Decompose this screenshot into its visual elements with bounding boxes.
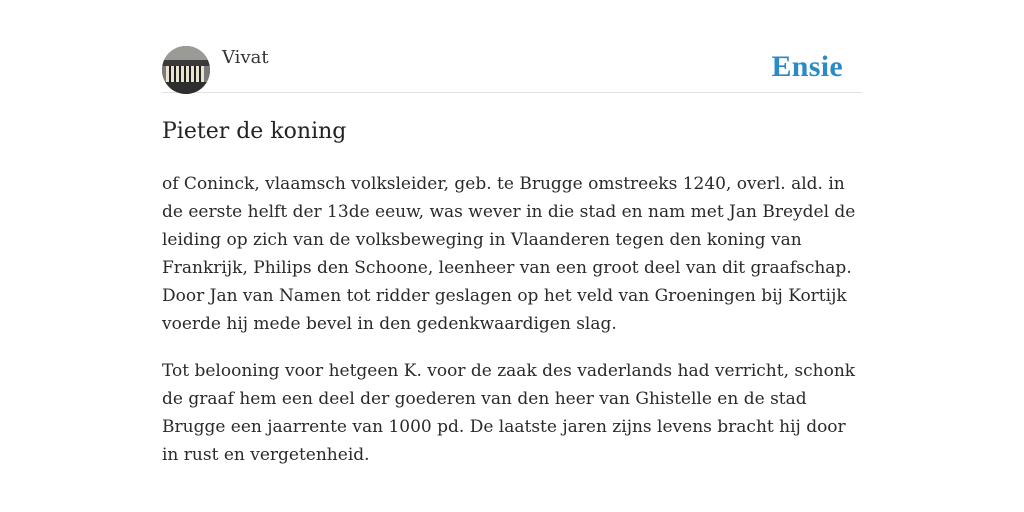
article-paragraph: Tot belooning voor hetgeen K. voor de zaak des vaderlands had verricht, schonk de graaf hem een deel der goederen van den heer van Ghistelle en de stad Brugge een jaarrente van 1000 pd. De laatste jaren zijns levens bracht hij door in rust en vergetenheid. <box>162 361 856 465</box>
article-paragraph: of Coninck, vlaamsch volksleider, geb. te Brugge omstreeks 1240, overl. ald. in de eerste helft der 13de eeuw, was wever in die stad en nam met Jan Breydel de leiding op zich van de volksbeweging in Vlaanderen tegen den koning van Frankrijk, Philips den Schoone, leenheer van een groot deel van dit graafschap. Door Jan van Namen tot ridder geslagen op het veld van Groeningen bij Kortijk voerde hij mede bevel in den gedenkwaardigen slag. <box>162 174 856 334</box>
brand-logo[interactable]: Ensie <box>771 50 843 83</box>
avatar-image <box>162 46 210 94</box>
page-container <box>162 46 862 488</box>
article-body <box>162 170 862 469</box>
avatar[interactable] <box>162 46 210 94</box>
author-name[interactable]: Vivat <box>222 47 269 68</box>
header <box>162 46 862 93</box>
article-title: Pieter de koning <box>162 119 347 144</box>
